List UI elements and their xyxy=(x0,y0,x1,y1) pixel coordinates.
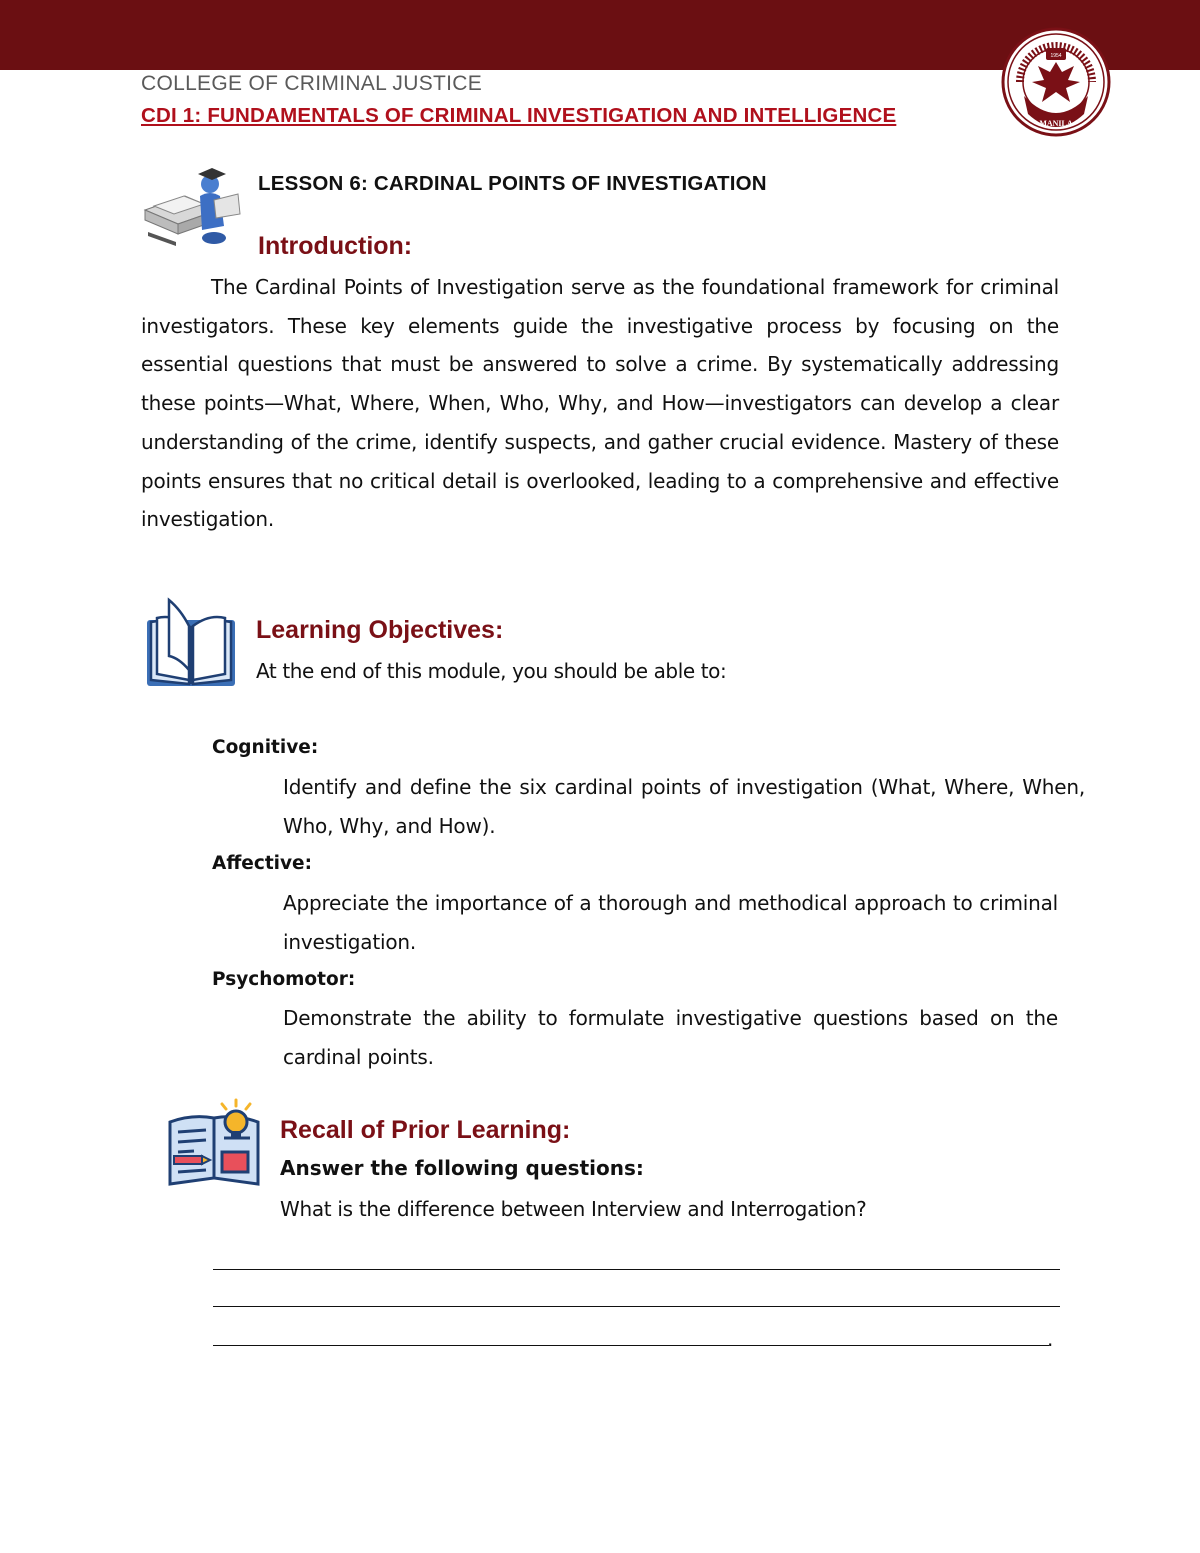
objective-label-psychomotor: Psychomotor: xyxy=(212,969,356,990)
recall-heading: Recall of Prior Learning: xyxy=(280,1116,571,1144)
seal-city-text: MANILA xyxy=(1039,119,1073,128)
objective-label-cognitive: Cognitive: xyxy=(212,737,319,758)
recall-question: What is the difference between Interview and Interrogation? xyxy=(280,1197,867,1221)
objectives-intro: At the end of this module, you should be able to: xyxy=(256,659,727,683)
objective-text-cognitive: Identify and define the six cardinal points of investigation (What, Where, When, Who, Why, and How). xyxy=(283,775,1085,838)
student-reading-icon xyxy=(140,160,250,250)
objectives-heading: Learning Objectives: xyxy=(256,616,504,644)
introduction-paragraph: The Cardinal Points of Investigation serve as the foundational framework for criminal investigators. These key elements guide the investigative process by focusing on the essential questions that must be answered to solve a crime. By systematically addressing these points—What, Where, When, Who, Why, and How—investigators can develop a clear understanding of the crime, identify suspects, and gather crucial evidence. Mastery of these points ensures that no critical detail is overlooked, leading to a comprehensive and effective investigation. xyxy=(141,275,1059,532)
answer-line-2[interactable] xyxy=(213,1306,1060,1307)
seal-year-text: 1954 xyxy=(1050,53,1062,59)
open-book-icon xyxy=(143,596,239,692)
introduction-heading: Introduction: xyxy=(258,232,413,260)
college-name: COLLEGE OF CRIMINAL JUSTICE xyxy=(141,72,483,95)
notebook-lightbulb-icon xyxy=(166,1096,266,1188)
answer-line-period: . xyxy=(1047,1327,1054,1351)
objective-label-affective: Affective: xyxy=(212,853,313,874)
objective-text-affective: Appreciate the importance of a thorough and methodical approach to criminal investigation. xyxy=(283,891,1058,954)
objective-text-psychomotor: Demonstrate the ability to formulate investigative questions based on the cardinal points. xyxy=(283,1006,1058,1069)
recall-instruction: Answer the following questions: xyxy=(280,1156,644,1180)
course-title: CDI 1: FUNDAMENTALS OF CRIMINAL INVESTIGATION AND INTELLIGENCE xyxy=(141,104,897,127)
answer-line-1[interactable] xyxy=(213,1269,1060,1270)
answer-line-3[interactable] xyxy=(213,1345,1049,1346)
college-seal-logo xyxy=(1000,22,1112,144)
lesson-title: LESSON 6: CARDINAL POINTS OF INVESTIGATION xyxy=(258,172,767,195)
